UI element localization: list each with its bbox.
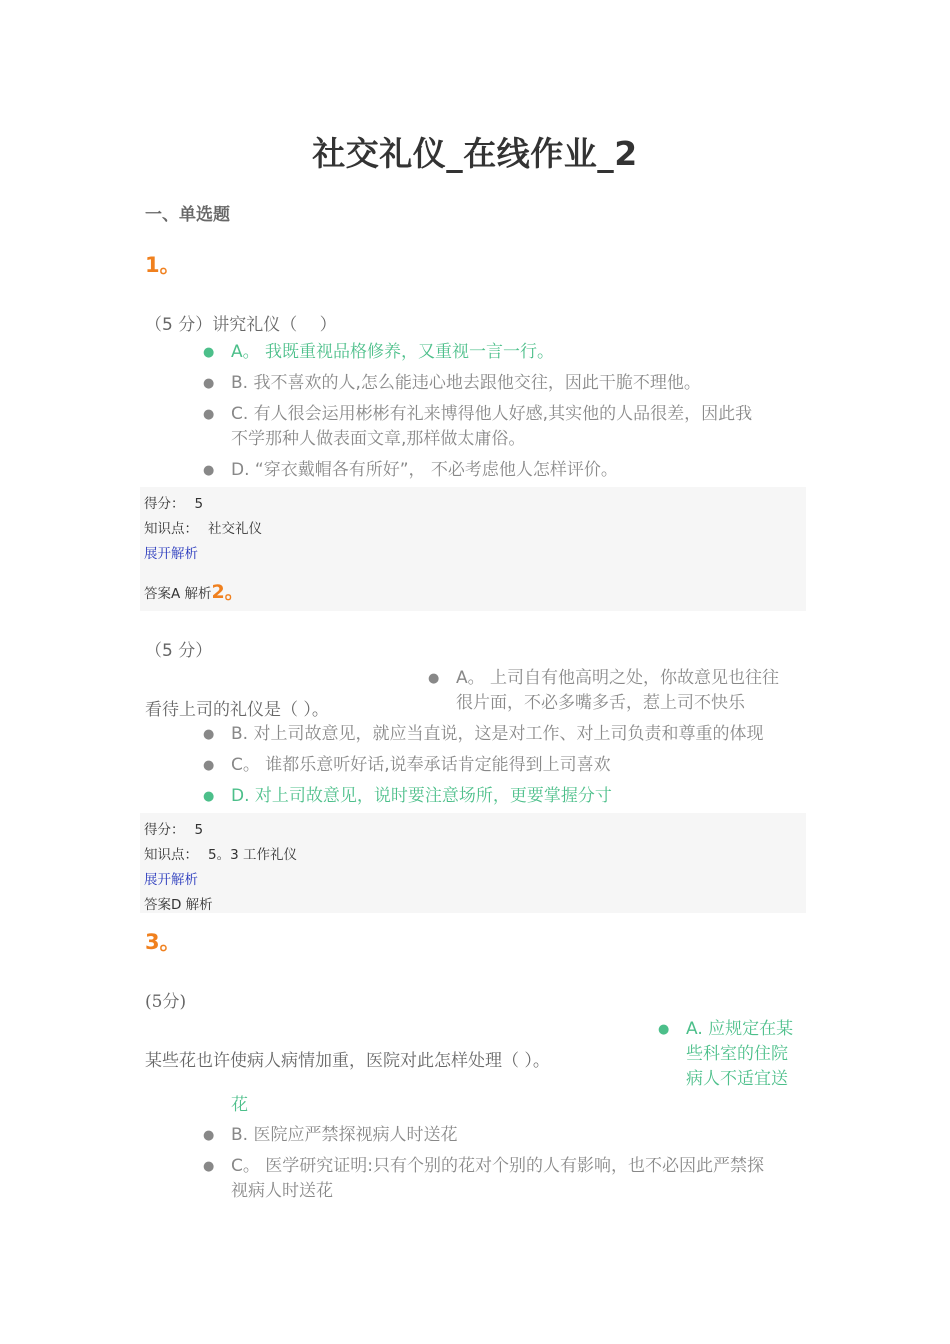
option-label: A。 上司自有他高明之处，你故意见也往往 <box>456 668 780 688</box>
option-label: A。 我既重视品格修养，又重视一言一行。 <box>231 342 555 362</box>
knowledge-value: 5。3 工作礼仪 <box>208 847 297 863</box>
question-3-number: 3。 <box>145 930 181 954</box>
q2-option-a-continued: 很片面，不必多嘴多舌，惹上司不快乐 <box>456 693 745 713</box>
bullet-icon: ● <box>203 463 215 478</box>
q1-score <box>144 492 203 512</box>
knowledge-value: 社交礼仪 <box>208 521 262 537</box>
option-label: B. 我不喜欢的人,怎么能违心地去跟他交往，因此干脆不理他。 <box>231 373 701 393</box>
bullet-icon: ● <box>203 345 215 360</box>
question-2-number: 2。 <box>211 581 244 603</box>
q2-answer: 答案D 解析 <box>144 897 213 913</box>
bullet-icon: ● <box>203 789 215 804</box>
question-3-points: (5分) <box>145 992 187 1012</box>
q3-option-c[interactable] <box>203 1154 765 1179</box>
q1-option-b[interactable] <box>203 371 701 396</box>
q1-answer: 答案A 解析 <box>144 586 212 602</box>
option-label: C。 医学研究证明:只有个别的花对个别的人有影响，也不必因此严禁探 <box>231 1156 765 1176</box>
option-label: A. 应规定在某 <box>686 1019 794 1039</box>
knowledge-label: 知识点： <box>144 521 198 537</box>
q1-result-panel <box>140 487 806 611</box>
option-label: C。 谁都乐意听好话,说奉承话肯定能得到上司喜欢 <box>231 755 611 775</box>
question-1-number: 1。 <box>145 253 181 277</box>
bullet-icon: ● <box>203 758 215 773</box>
q2-expand-analysis-link[interactable]: 展开解析 <box>144 872 198 888</box>
option-label: D. “穿衣戴帽各有所好”， 不必考虑他人怎样评价。 <box>231 460 618 480</box>
q2-option-c[interactable] <box>203 753 611 778</box>
option-label: B. 医院应严禁探视病人时送花 <box>231 1125 458 1145</box>
q2-option-a[interactable] <box>428 666 780 691</box>
q1-knowledge <box>144 517 262 537</box>
q1-option-d[interactable] <box>203 458 618 483</box>
q2-score <box>144 818 203 838</box>
q2-result-panel <box>140 813 806 913</box>
page-title: 社交礼仪_在线作业_2 <box>312 134 638 173</box>
bullet-icon: ● <box>203 1159 215 1174</box>
q3-option-a[interactable] <box>658 1017 794 1042</box>
bullet-icon: ● <box>203 1128 215 1143</box>
question-1-stem: （5 分）讲究礼仪（ ） <box>145 315 337 335</box>
q2-knowledge <box>144 843 297 863</box>
bullet-icon: ● <box>428 671 440 686</box>
q1-option-c[interactable] <box>203 402 753 427</box>
q3-option-c-continued: 视病人时送花 <box>231 1181 333 1201</box>
option-label: D. 对上司故意见，说时要注意场所，更要掌握分寸 <box>231 786 612 806</box>
question-3-stem: 某些花也许使病人病情加重，医院对此怎样处理（ ）。 <box>145 1051 550 1071</box>
score-label: 得分： <box>144 496 185 512</box>
score-label: 得分： <box>144 822 185 838</box>
option-label: B. 对上司故意见，就应当直说，这是对工作、对上司负责和尊重的体现 <box>231 724 764 744</box>
section-title: 一、单选题 <box>145 205 230 225</box>
bullet-icon: ● <box>203 407 215 422</box>
score-value: 5 <box>194 822 204 838</box>
question-2-points: （5 分） <box>145 641 213 661</box>
q3-option-a-line4: 花 <box>231 1095 248 1115</box>
bullet-icon: ● <box>203 376 215 391</box>
score-value: 5 <box>194 496 204 512</box>
bullet-icon: ● <box>658 1022 670 1037</box>
q3-option-b[interactable] <box>203 1123 458 1148</box>
q2-option-d[interactable] <box>203 784 612 809</box>
q1-answer-line <box>144 577 244 604</box>
question-2-stem: 看待上司的礼仪是（ ）。 <box>145 700 329 720</box>
bullet-icon: ● <box>203 727 215 742</box>
option-label: C. 有人很会运用彬彬有礼来博得他人好感,其实他的人品很差，因此我 <box>231 404 753 424</box>
q1-expand-analysis-link[interactable]: 展开解析 <box>144 546 198 562</box>
q1-option-c-continued: 不学那种人做表面文章,那样做太庸俗。 <box>231 429 526 449</box>
q1-option-a[interactable] <box>203 340 555 365</box>
q3-option-a-line3: 病人不适宜送 <box>686 1069 788 1089</box>
q2-option-b[interactable] <box>203 722 764 747</box>
q3-option-a-line2: 些科室的住院 <box>686 1044 788 1064</box>
knowledge-label: 知识点： <box>144 847 198 863</box>
